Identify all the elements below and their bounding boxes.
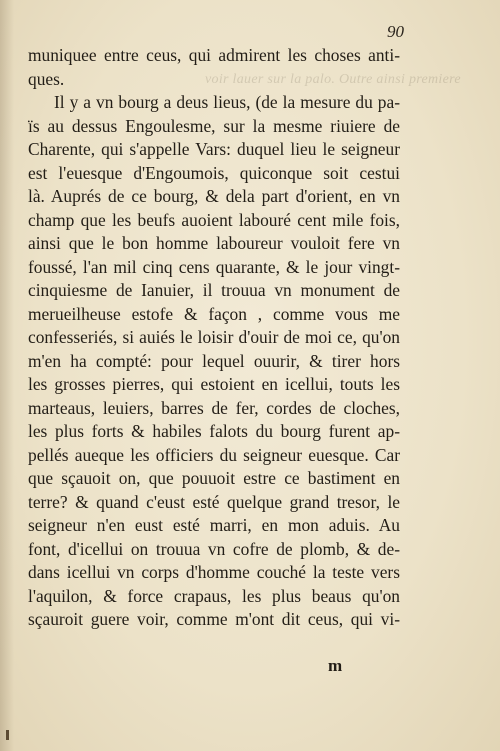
text-line: Il y a vn bourg a deus lieus, (de la mesure du pa-: [54, 92, 400, 112]
text-line: dans icellui vn corps d'homme couché la teste vers: [28, 562, 400, 582]
text-line: cinquiesme de Ianuier, il trouua vn monument de: [28, 280, 400, 300]
text-line: m'en ha compté: pour lequel ouurir, & tirer hors: [28, 350, 400, 371]
text-line: les grosses pierres, qui estoient en icellui, touts les: [28, 374, 400, 394]
gutter-shadow: [0, 0, 14, 751]
show-through-text: voir lauer sur la palo. Outre ainsi premiere: [205, 72, 461, 87]
text-line: merueilheuse estofe & façon , comme vous me: [28, 303, 400, 324]
text-line: champ que les beufs auoient labouré cent mile fois,: [28, 209, 400, 230]
text-line: marteaus, leuiers, barres de fer, cordes de cloches,: [28, 397, 400, 418]
text-line: sçauroit guere voir, comme m'ont dit ceus, qui vi-: [28, 609, 400, 629]
page-number: 90: [387, 22, 404, 41]
text-line: confesseriés, si auiés le loisir d'ouir de moi ce, qu'on: [28, 327, 400, 347]
catchword: m: [328, 656, 343, 675]
text-line: terre? & quand c'eust esté quelque grand tresor, le: [28, 491, 400, 512]
text-line: l'aquilon, & force crapaus, les plus beaus qu'on: [28, 585, 400, 606]
text-line: ainsi que le bon homme laboureur vouloit fere vn: [28, 233, 400, 253]
text-line: pellés aueque les officiers du seigneur euesque. Car: [28, 444, 400, 465]
text-line: ïs au dessus Engoulesme, sur la mesme riuiere de: [28, 115, 400, 136]
text-line: ques.: [28, 68, 65, 89]
text-line: là. Auprés de ce bourg, & dela part d'orient, en vn: [28, 186, 400, 206]
text-line: foussé, l'an mil cinq cens quarante, & le jour vingt-: [28, 256, 400, 277]
text-line: que sçauoit on, que pouuoit estre ce bastiment en: [28, 468, 400, 488]
text-line: font, d'icellui on trouua vn cofre de plomb, & de-: [28, 538, 400, 559]
text-line: muniquee entre ceus, qui admirent les choses anti-: [28, 45, 400, 65]
body-text: [28, 44, 400, 632]
text-line: les plus forts & habiles falots du bourg furent ap-: [28, 421, 400, 441]
text-line: Charente, qui s'appelle Vars: duquel lieu le seigneur: [28, 139, 400, 159]
text-line: seigneur n'en eust esté marri, en mon aduis. Au: [28, 515, 400, 535]
text-line: est l'euesque d'Engoumois, quiconque soit cestui: [28, 162, 400, 183]
binding-mark: [6, 730, 9, 740]
